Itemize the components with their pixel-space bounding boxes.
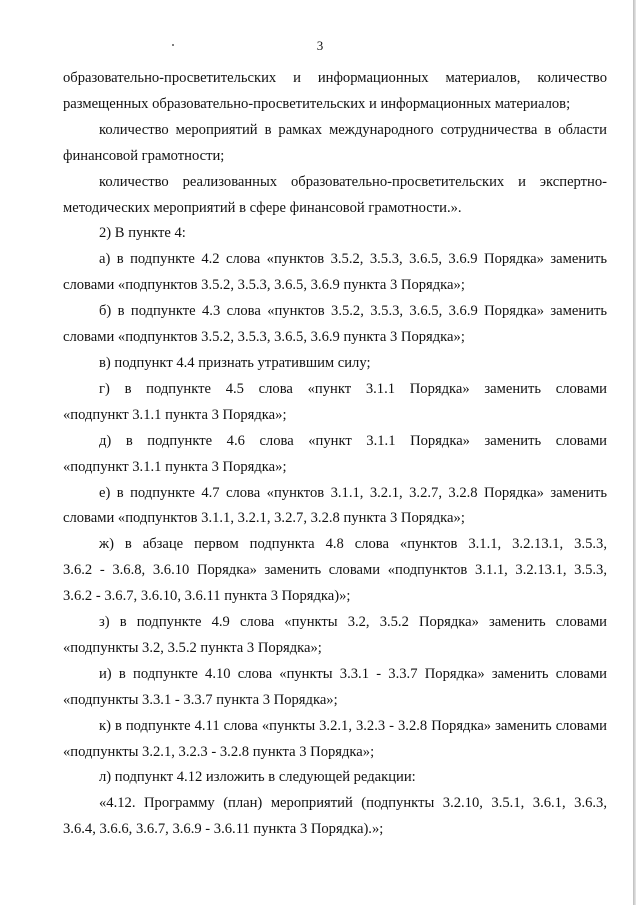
paragraph-p3: [63, 170, 607, 222]
text-line: 3.6.2 - 3.6.7, 3.6.10, 3.6.11 пункта 3 Порядка)»;: [63, 588, 351, 605]
scan-speck: [172, 44, 174, 46]
paragraph-p1: [63, 66, 607, 118]
paragraph-p11: [63, 532, 607, 610]
paragraph-p8: [63, 377, 607, 429]
paragraph-p5: [63, 247, 607, 299]
paragraph-p14: [63, 714, 607, 766]
paragraph-p2: [63, 118, 607, 170]
text-line: «4.12. Программу (план) мероприятий (подпункты 3.2.10, 3.5.1, 3.6.1, 3.6.3,: [99, 795, 607, 812]
text-line: размещенных образовательно-просветительских и информационных материалов;: [63, 95, 571, 112]
paragraph-p6: [63, 299, 607, 351]
text-line: е) в подпункте 4.7 слова «пунктов 3.1.1, 3.2.1, 3.2.7, 3.2.8 Порядка» заменить: [99, 484, 607, 501]
paragraph-p9: [63, 429, 607, 481]
text-line: з) в подпункте 4.9 слова «пункты 3.2, 3.5.2 Порядка» заменить словами: [99, 614, 607, 631]
text-line: д) в подпункте 4.6 слова «пункт 3.1.1 Порядка» заменить словами: [99, 432, 607, 449]
paragraph-p10: [63, 481, 607, 533]
text-line: ж) в абзаце первом подпункта 4.8 слова «пунктов 3.1.1, 3.2.13.1, 3.5.3,: [99, 536, 607, 553]
text-line: словами «подпунктов 3.5.2, 3.5.3, 3.6.5, 3.6.9 пункта 3 Порядка»;: [63, 329, 465, 346]
text-line: 2) В пункте 4:: [99, 225, 186, 242]
text-line: «подпункт 3.1.1 пункта 3 Порядка»;: [63, 458, 287, 475]
paragraph-p4: [63, 221, 607, 247]
text-line: словами «подпунктов 3.1.1, 3.2.1, 3.2.7, 3.2.8 пункта 3 Порядка»;: [63, 510, 465, 527]
page-number: 3: [316, 38, 324, 53]
text-line: 3.6.4, 3.6.6, 3.6.7, 3.6.9 - 3.6.11 пункта 3 Порядка).»;: [63, 821, 384, 838]
text-line: «подпункты 3.3.1 - 3.3.7 пункта 3 Порядка»;: [63, 691, 338, 708]
text-line: б) в подпункте 4.3 слова «пунктов 3.5.2, 3.5.3, 3.6.5, 3.6.9 Порядка» заменить: [99, 303, 607, 320]
paragraph-p15: [63, 765, 607, 791]
text-line: количество реализованных образовательно-просветительских и экспертно-: [99, 173, 607, 190]
text-line: «подпункты 3.2, 3.5.2 пункта 3 Порядка»;: [63, 639, 322, 656]
text-line: «подпункт 3.1.1 пункта 3 Порядка»;: [63, 406, 287, 423]
text-line: образовательно-просветительских и информационных материалов, количество: [63, 70, 607, 86]
document-body: [63, 66, 607, 843]
paragraph-p12: [63, 610, 607, 662]
text-line: к) в подпункте 4.11 слова «пункты 3.2.1, 3.2.3 - 3.2.8 Порядка» заменить словами: [99, 717, 607, 734]
text-line: в) подпункт 4.4 признать утратившим силу;: [99, 354, 371, 371]
paragraph-p16: [63, 791, 607, 843]
text-line: 3.6.2 - 3.6.8, 3.6.10 Порядка» заменить словами «подпунктов 3.1.1, 3.2.13.1, 3.5.3,: [63, 562, 607, 579]
text-line: и) в подпункте 4.10 слова «пункты 3.3.1 - 3.3.7 Порядка» заменить словами: [99, 665, 607, 682]
text-line: а) в подпункте 4.2 слова «пунктов 3.5.2, 3.5.3, 3.6.5, 3.6.9 Порядка» заменить: [99, 251, 607, 268]
text-line: г) в подпункте 4.5 слова «пункт 3.1.1 Порядка» заменить словами: [99, 380, 607, 397]
paragraph-p13: [63, 662, 607, 714]
text-line: финансовой грамотности;: [63, 147, 225, 164]
text-line: словами «подпунктов 3.5.2, 3.5.3, 3.6.5, 3.6.9 пункта 3 Порядка»;: [63, 277, 465, 294]
paragraph-p7: [63, 351, 607, 377]
scan-edge: [633, 0, 636, 905]
text-line: количество мероприятий в рамках международного сотрудничества в области: [99, 121, 607, 138]
text-line: л) подпункт 4.12 изложить в следующей редакции:: [99, 769, 416, 786]
text-line: «подпункты 3.2.1, 3.2.3 - 3.2.8 пункта 3 Порядка»;: [63, 743, 375, 760]
text-line: методических мероприятий в сфере финансовой грамотности.».: [63, 199, 462, 216]
